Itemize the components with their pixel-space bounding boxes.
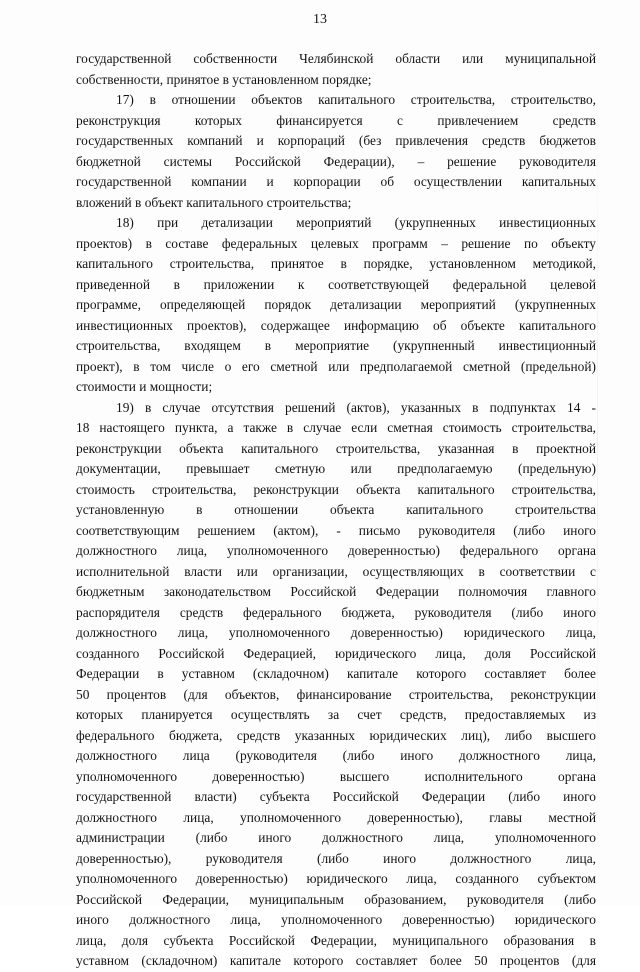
text-line: 17) в отношении объектов капитального строительства, строительство,	[116, 92, 596, 107]
text-line: бюджетной системы Российской Федерации), – решение руководителя	[76, 153, 596, 169]
text-line: 50 процентов (для объектов, финансирование строительства, реконструкции	[76, 686, 596, 702]
text-line: реконструкции объекта капитального строительства, указанная в проектной	[76, 440, 596, 456]
text-line: доверенностью), руководителя (либо иного должностного лица,	[76, 850, 596, 866]
text-line: программе, определяющей порядок детализации мероприятий (укрупненных	[76, 297, 596, 312]
text-line: должностного лица, уполномоченного доверенностью) юридического лица,	[76, 625, 596, 640]
scan-artifact-line	[597, 0, 598, 906]
text-line: Федерации в уставном (складочном) капитале которого составляет более	[76, 666, 596, 681]
text-line: установленную в отношении объекта капитального строительства	[76, 502, 596, 517]
text-line: государственной власти) субъекта Российской Федерации (либо иного	[76, 789, 596, 804]
text-line: лица, доля субъекта Российской Федерации, муниципального образования в	[76, 932, 596, 948]
text-line: собственности, принятое в установленном порядке;	[76, 71, 372, 87]
text-line: должностного лица (руководителя (либо иного должностного лица,	[76, 748, 596, 763]
text-line: капитального строительства, принятое в порядке, установленном методикой,	[76, 256, 596, 271]
text-line: федерального бюджета, средств указанных юридических лиц), либо высшего	[76, 727, 596, 743]
text-line: иного должностного лица, уполномоченного доверенностью) юридического	[76, 912, 596, 927]
text-line: проектов) в составе федеральных целевых программ – решение по объекту	[76, 235, 596, 251]
text-line: инвестиционных проектов), содержащее информацию об объекте капитального	[76, 317, 596, 333]
text-line: 18 настоящего пункта, а также в случае если сметная стоимость строительства,	[76, 420, 596, 435]
text-line: государственных компаний и корпораций (без привлечения средств бюджетов	[76, 133, 596, 148]
text-line: реконструкция которых финансируется с привлечением средств	[76, 112, 596, 128]
text-line: проект), в том числе о его сметной или предполагаемой сметной (предельной)	[76, 358, 596, 374]
text-line: документации, превышает сметную или предполагаемую (предельную)	[76, 461, 596, 476]
text-line: уполномоченного доверенностью) юридического лица, созданного субъектом	[76, 871, 596, 886]
text-line: должностного лица, уполномоченного доверенностью), главы местной	[76, 809, 596, 825]
text-line: строительства, входящем в мероприятие (укрупненный инвестиционный	[76, 338, 596, 353]
text-line: 18) при детализации мероприятий (укрупненных инвестиционных	[116, 215, 596, 230]
text-line: которых планируется осуществлять за счет средств, предоставляемых из	[76, 707, 596, 722]
text-line: соответствующим решением (актом), - письмо руководителя (либо иного	[76, 522, 596, 538]
text-line: вложений в объект капитального строительства;	[76, 194, 352, 210]
text-line: стоимость строительства, реконструкции объекта капитального строительства,	[76, 481, 596, 497]
text-line: стоимости и мощности;	[76, 379, 213, 394]
text-line: уставном (складочном) капитале которого составляет более 50 процентов (для	[76, 953, 596, 968]
text-line: должностного лица, уполномоченного доверенностью) федерального органа	[76, 543, 596, 558]
text-line: исполнительной власти или организации, осуществляющих в соответствии с	[76, 563, 596, 579]
text-line: государственной собственности Челябинской области или муниципальной	[76, 51, 596, 66]
document-body	[76, 49, 596, 972]
text-line: распорядителя средств федерального бюджета, руководителя (либо иного	[76, 604, 596, 620]
page-number: 13	[313, 12, 327, 27]
text-line: Российской Федерации, муниципальным образованием, руководителя (либо	[76, 891, 596, 907]
text-line: созданного Российской Федерацией, юридического лица, доля Российской	[76, 645, 596, 661]
text-line: администрации (либо иного должностного лица, уполномоченного	[76, 830, 596, 845]
text-line: бюджетным законодательством Российской Федерации полномочия главного	[76, 584, 596, 599]
text-line: уполномоченного доверенностью) высшего исполнительного органа	[76, 768, 596, 784]
text-line: приведенной в приложении к соответствующей федеральной целевой	[76, 276, 596, 292]
text-line: государственной компании и корпорации об осуществлении капитальных	[76, 174, 596, 189]
text-line: 19) в случае отсутствия решений (актов), указанных в подпунктах 14 -	[116, 399, 596, 415]
